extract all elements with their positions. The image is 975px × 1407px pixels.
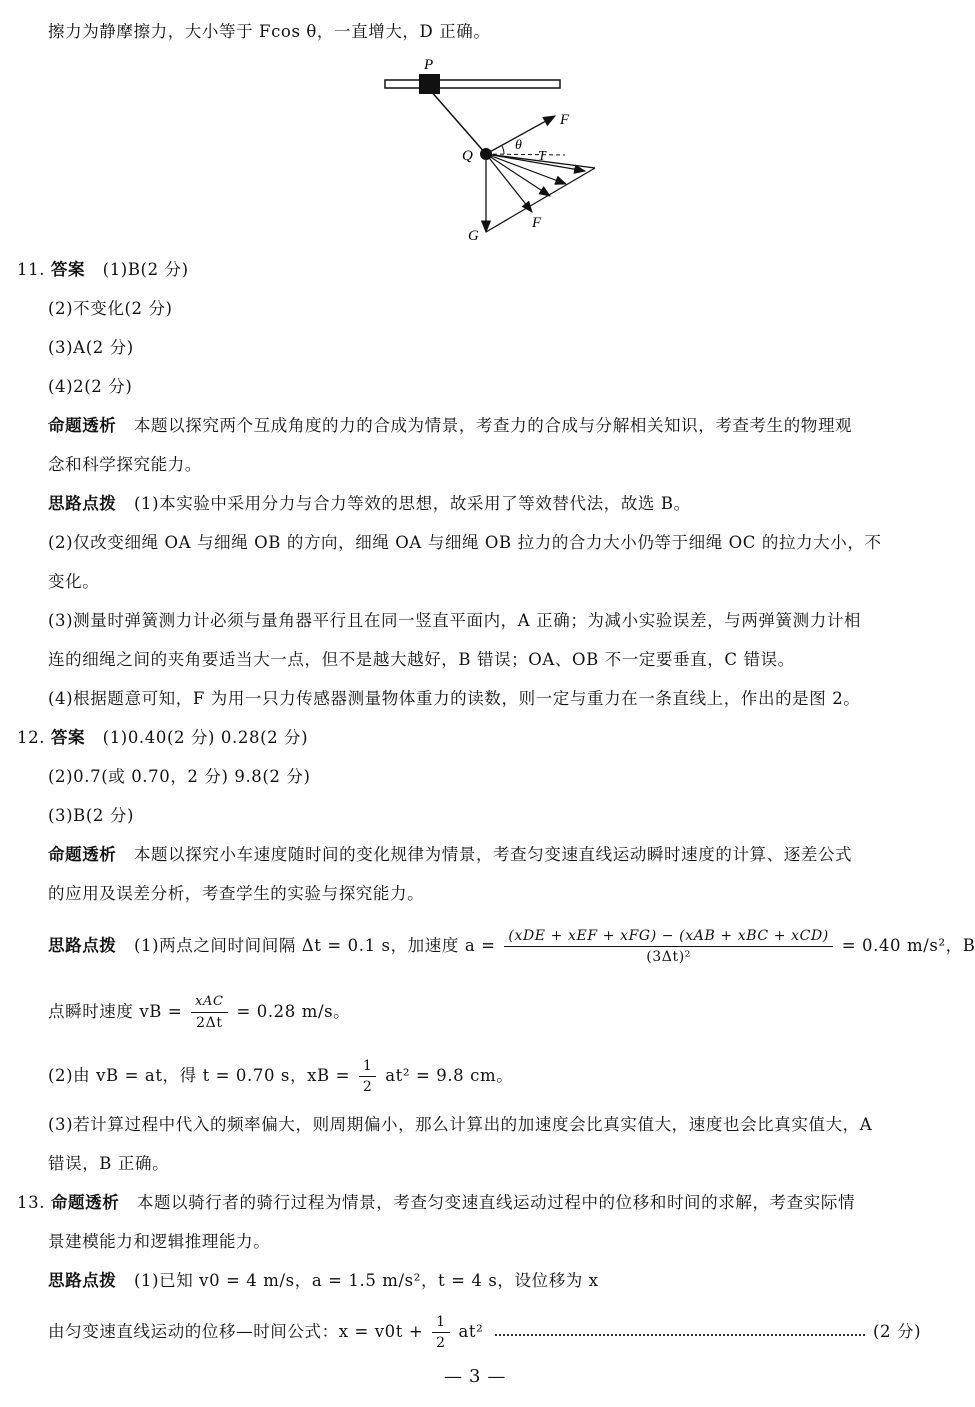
formula-prefix: 由匀变速直线运动的位移—时间公式：x = v0t + (48, 1322, 424, 1341)
dotted-leader (495, 1334, 865, 1336)
analysis-text: 本题以探究两个互成角度的力的合成为情景，考查力的合成与分解相关知识，考查考生的物理观 (133, 416, 853, 435)
fraction (359, 1056, 377, 1097)
solution-1b (48, 990, 350, 1034)
fraction-numerator: 1 (359, 1056, 377, 1077)
formula-suffix: = 0.40 m/s²，B (841, 936, 975, 955)
rod (385, 80, 560, 88)
label-q: Q (462, 148, 473, 164)
label-f-top: F (560, 112, 570, 128)
solution-2a: (2)仅改变细绳 OA 与细绳 OB 的方向，细绳 OA 与细绳 OB 拉力的合力大小仍等于细绳 OC 的拉力大小，不 (48, 533, 882, 552)
fraction-numerator: (xDE + xEF + xFG) − (xAB + xBC + xCD) (504, 926, 832, 947)
answer-label: 答案 (50, 260, 86, 279)
solution-line (48, 493, 691, 515)
solution-3b: 错误，B 正确。 (48, 1154, 170, 1173)
score: (2 分) (873, 1322, 922, 1341)
force-diagram (380, 52, 610, 247)
question-number: 11. (17, 260, 46, 279)
analysis-label: 命题透析 (48, 416, 117, 435)
answer-2: (2)不变化(2 分) (48, 299, 173, 318)
solution-line (48, 1270, 599, 1292)
analysis-line (48, 844, 852, 866)
question-13 (17, 1192, 855, 1214)
solution-3a: (3)测量时弹簧测力计必须与量角器平行且在同一竖直平面内，A 正确；为减小实验误差，与两弹簧测力计相 (48, 611, 862, 630)
answer-4: (4)2(2 分) (48, 377, 133, 396)
formula-suffix: at² (458, 1322, 484, 1341)
solution-3a: (3)若计算过程中代入的频率偏大，则周期偏小，那么计算出的加速度会比真实值大，速度也会比真实值大，A (48, 1115, 873, 1134)
analysis-text: 本题以骑行者的骑行过程为情景，考查匀变速直线运动过程中的位移和时间的求解，考查实际情 (136, 1193, 856, 1212)
answer-1: (1)0.40(2 分) 0.28(2 分) (102, 728, 309, 747)
fraction-denominator: (3Δt)² (646, 949, 692, 965)
fraction (504, 926, 832, 967)
analysis-line (48, 415, 852, 437)
fraction-numerator: 1 (432, 1312, 450, 1333)
formula-prefix: (2)由 vB = at，得 t = 0.70 s，xB = (48, 1066, 350, 1085)
label-f-bottom: F (532, 215, 542, 231)
analysis-text-2: 景建模能力和逻辑推理能力。 (48, 1232, 271, 1251)
solution-line (48, 924, 975, 968)
analysis-text: 本题以探究小车速度随时间的变化规律为情景，考查匀变速直线运动瞬时速度的计算、逐差公式 (133, 845, 853, 864)
analysis-text-2: 的应用及误差分析，考查学生的实验与探究能力。 (48, 884, 425, 903)
formula-prefix: 点瞬时速度 vB = (48, 1002, 183, 1021)
answer-label: 答案 (50, 728, 86, 747)
fraction (432, 1312, 450, 1353)
solution-2b: 变化。 (48, 572, 100, 591)
analysis-label: 命题透析 (50, 1193, 120, 1212)
formula-prefix: (1)两点之间时间间隔 Δt = 0.1 s，加速度 a = (133, 936, 496, 955)
page-number: — 3 — (444, 1366, 506, 1387)
analysis-text-2: 念和科学探究能力。 (48, 455, 202, 474)
solution-2 (48, 1054, 513, 1098)
analysis-label: 命题透析 (48, 845, 117, 864)
solution-2 (48, 1310, 483, 1354)
fraction-numerator: xAC (191, 992, 227, 1013)
label-g: G (468, 228, 479, 244)
fraction-denominator: 2 (362, 1079, 373, 1095)
label-p: P (424, 57, 434, 73)
label-theta: θ (515, 138, 522, 153)
solution-1: (1)已知 v0 = 4 m/s，a = 1.5 m/s²，t = 4 s，设位移为 x (133, 1271, 599, 1290)
formula-suffix: at² = 9.8 cm。 (385, 1066, 514, 1085)
formula-suffix: = 0.28 m/s。 (236, 1002, 351, 1021)
answer-3: (3)B(2 分) (48, 806, 135, 825)
solution-3b: 连的细绳之间的夹角要适当大一点，但不是越大越好，B 错误；OA、OB 不一定要垂直，C 错误。 (48, 650, 795, 669)
answer-3: (3)A(2 分) (48, 338, 134, 357)
question-number: 12. (17, 728, 46, 747)
answer-1: (1)B(2 分) (102, 260, 189, 279)
solution-label: 思路点拨 (48, 936, 117, 955)
block-p (419, 74, 440, 94)
solution-4: (4)根据题意可知，F 为用一只力传感器测量物体重力的读数，则一定与重力在一条直线上，作出的是图 2。 (48, 689, 861, 708)
solution-label: 思路点拨 (48, 494, 117, 513)
fraction-denominator: 2Δt (196, 1015, 223, 1031)
solution-1: (1)本实验中采用分力与合力等效的思想，故采用了等效替代法，故选 B。 (133, 494, 691, 513)
text-line: 擦力为静摩擦力，大小等于 Fcos θ，一直增大，D 正确。 (48, 22, 491, 41)
question-number: 13. (17, 1193, 46, 1212)
question-12 (17, 727, 308, 749)
label-t: T (538, 149, 546, 164)
fraction-denominator: 2 (436, 1335, 446, 1351)
answer-2: (2)0.7(或 0.70，2 分) 9.8(2 分) (48, 767, 311, 786)
solution-label: 思路点拨 (48, 1271, 117, 1290)
question-11 (17, 259, 189, 281)
fraction (191, 992, 227, 1033)
